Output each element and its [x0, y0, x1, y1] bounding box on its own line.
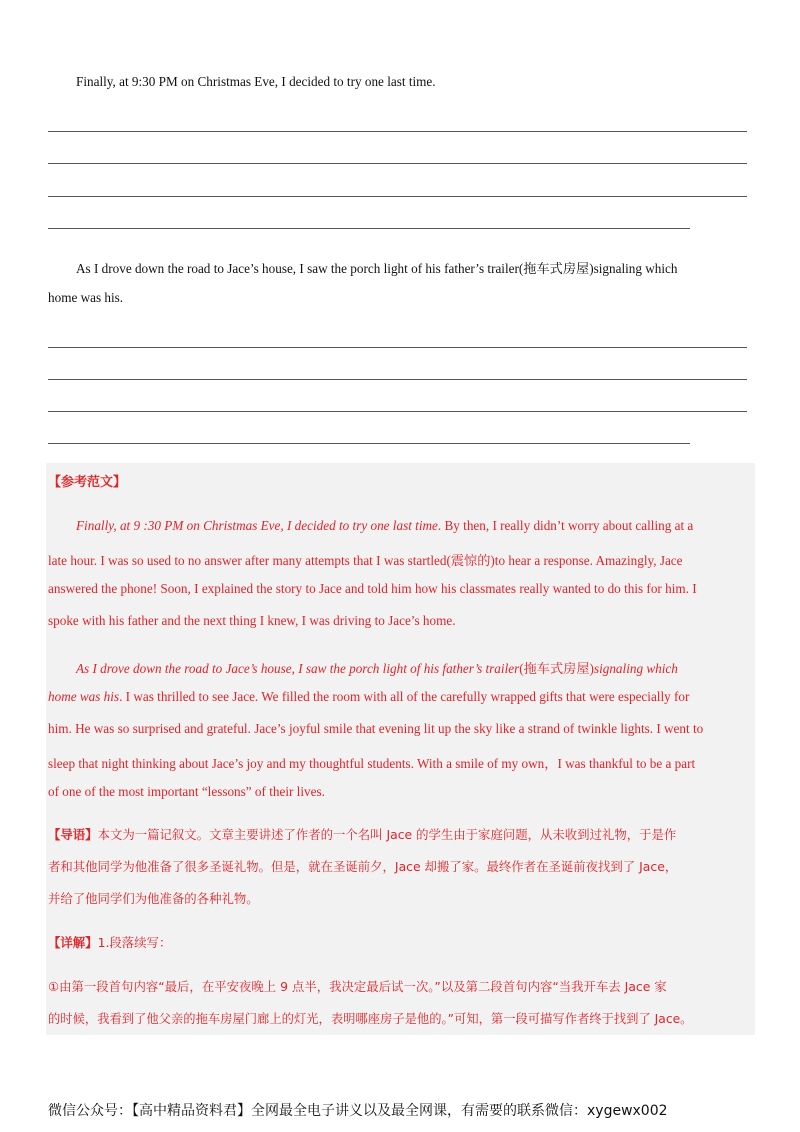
- ref-paragraph-1-line3: answered the phone! Soon, I explained the story to Jace and told him how his classmates really wanted to do this for him. I: [48, 581, 697, 596]
- ref-paragraph-2-line5: of one of the most important “lessons” of their lives.: [48, 784, 325, 799]
- ref-paragraph-2-line3: him. He was so surprised and grateful. Jace’s joyful smile that evening lit up the sky like a strand of twinkle lights. I went to: [48, 721, 704, 736]
- writing-line: [48, 411, 747, 412]
- reference-heading: 【参考范文】: [48, 475, 127, 490]
- footer-wechat-notice: 微信公众号：【高中精品资料君】全网最全电子讲义以及最全网课，有需要的联系微信：xygewx002: [48, 1103, 668, 1119]
- reference-answer-box: [46, 463, 755, 1035]
- ref-p1-rest: . By then, I really didn’t worry about calling at a: [437, 518, 694, 533]
- ref-p2-rest: . I was thrilled to see Jace. We filled the room with all of the carefully wrapped gifts that were especially for: [119, 689, 690, 704]
- writing-line: [48, 131, 747, 132]
- ref-p2-italic-c: home was his: [48, 689, 120, 704]
- writing-line: [48, 379, 747, 380]
- detail-heading: [48, 933, 753, 951]
- writing-line: [48, 347, 747, 348]
- ref-paragraph-1-line1: [48, 518, 753, 534]
- ref-paragraph-1-line2: late hour. I was so used to no answer after many attempts that I was startled(震惊的)to hear a response. Amazingly, Jace: [48, 553, 683, 568]
- ref-paragraph-2-line4: sleep that night thinking about Jace’s joy and my thoughtful students. With a smile of my own，I was thankful to be a part: [48, 756, 696, 771]
- guide-line3: 并给了他同学们为他准备的各种礼物。: [48, 891, 259, 906]
- detail-label: 【详解】: [48, 935, 98, 950]
- writing-line: [48, 228, 690, 229]
- guide-text-1: 本文为一篇记叙文。文章主要讲述了作者的一个名叫 Jace 的学生由于家庭问题，从未收到过礼物，于是作: [97, 827, 677, 842]
- guide-line2: 者和其他同学为他准备了很多圣诞礼物。但是，就在圣诞前夕，Jace 却搬了家。最终作者在圣诞前夜找到了 Jace，: [48, 859, 678, 874]
- guide-line1: [48, 825, 753, 843]
- detail-line1: ①由第一段首句内容“最后，在平安夜晚上 9 点半，我决定最后试一次。”以及第二段首句内容“当我开车去 Jace 家: [48, 979, 667, 994]
- writing-line: [48, 443, 690, 444]
- ref-p2-italic-b: signaling which: [593, 661, 678, 676]
- detail-title: 1.段落续写：: [97, 935, 172, 950]
- ref-p1-italic: Finally, at 9 :30 PM on Christmas Eve, I decided to try one last time: [76, 518, 438, 533]
- ref-paragraph-2-line2: [48, 689, 753, 705]
- writing-line: [48, 163, 747, 164]
- prompt-sentence-1: Finally, at 9:30 PM on Christmas Eve, I decided to try one last time.: [76, 74, 436, 89]
- ref-p2-italic-a: As I drove down the road to Jace’s house, I saw the porch light of his father’s trailer: [76, 661, 520, 676]
- prompt-sentence-2-line1: As I drove down the road to Jace’s house, I saw the porch light of his father’s trailer(拖车式房屋)signaling which: [76, 261, 678, 276]
- ref-paragraph-1-line4: spoke with his father and the next thing I knew, I was driving to Jace’s home.: [48, 613, 456, 628]
- ref-paragraph-2-line1: [48, 658, 753, 677]
- writing-line: [48, 196, 747, 197]
- guide-label: 【导语】: [48, 827, 98, 842]
- prompt-sentence-2-line2: home was his.: [48, 290, 124, 305]
- ref-p2-cn: (拖车式房屋): [519, 661, 594, 676]
- detail-line2: 的时候，我看到了他父亲的拖车房屋门廊上的灯光，表明哪座房子是他的。”可知，第一段可描写作者终于找到了 Jace。: [48, 1012, 693, 1026]
